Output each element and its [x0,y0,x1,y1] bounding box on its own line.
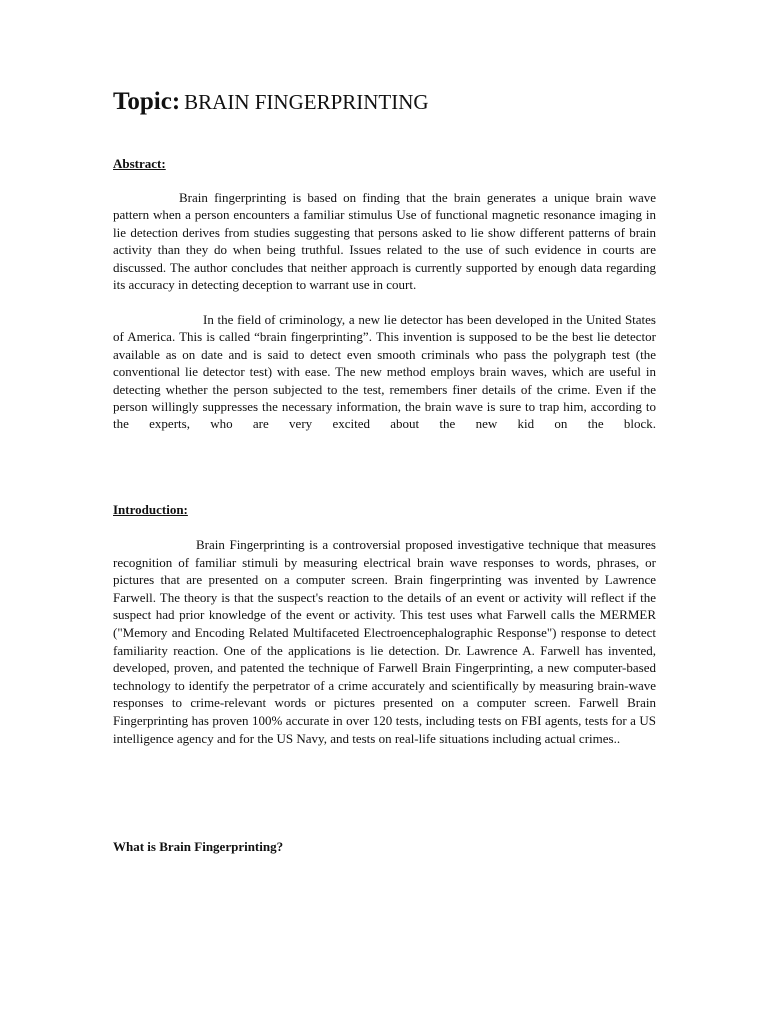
what-is-heading: What is Brain Fingerprinting? [113,839,284,854]
introduction-paragraph-1: Brain Fingerprinting is a controversial proposed investigative technique that measures recognition of familiar stimuli by measuring electrical brain wave responses to words, phrases, or pictures that are presented on a computer screen. Brain fingerprinting was invented by Lawrence Farwell. The theory is that the suspect's reaction to the details of an event or activity will reflect if the suspect had prior knowledge of the event or activity. This test uses what Farwell calls the MERMER ("Memory and Encoding Related Multifaceted Electroencephalographic Response") response to detect familiarity reaction. One of the applications is lie detection. Dr. Lawrence A. Farwell has invented, developed, proven, and patented the technique of Farwell Brain Fingerprinting, a new computer-based technology to identify the perpetrator of a crime accurately and scientifically by measuring brain-wave responses to crime-relevant words or pictures presented on a computer screen. Farwell Brain Fingerprinting has proven 100% accurate in over 120 tests, including tests on FBI agents, tests for a US intelligence agency and for the US Navy, and tests on real-life situations including actual crimes.. [113,537,656,746]
document-title [113,89,429,114]
abstract-paragraph-1: Brain fingerprinting is based on finding that the brain generates a unique brain wave pattern when a person encounters a familiar stimulus Use of functional magnetic resonance imaging in lie detection derives from studies suggesting that persons asked to lie show different patterns of brain activity than they do when being truthful. Issues related to the use of such evidence in courts are discussed. The author concludes that neither approach is currently supported by enough data regarding its accuracy in detecting deception to warrant use in court. [113,190,656,293]
title-text: BRAIN FINGERPRINTING [184,90,429,114]
abstract-heading: Abstract: [113,156,166,171]
title-label: Topic: [113,88,181,115]
abstract-paragraph-2: In the field of criminology, a new lie detector has been developed in the United States of America. This is called “brain fingerprinting”. This invention is supposed to be the best lie detector available as on date and is said to detect even smooth criminals who pass the polygraph test (the conventional lie detector test) with ease. The new method employs brain waves, which are useful in detecting whether the person subjected to the test, remembers finer details of the crime. Even if the person willingly suppresses the necessary information, the brain wave is sure to trap him, according to the experts, who are very excited about the new kid on the block. [113,312,656,432]
introduction-heading: Introduction: [113,502,188,517]
